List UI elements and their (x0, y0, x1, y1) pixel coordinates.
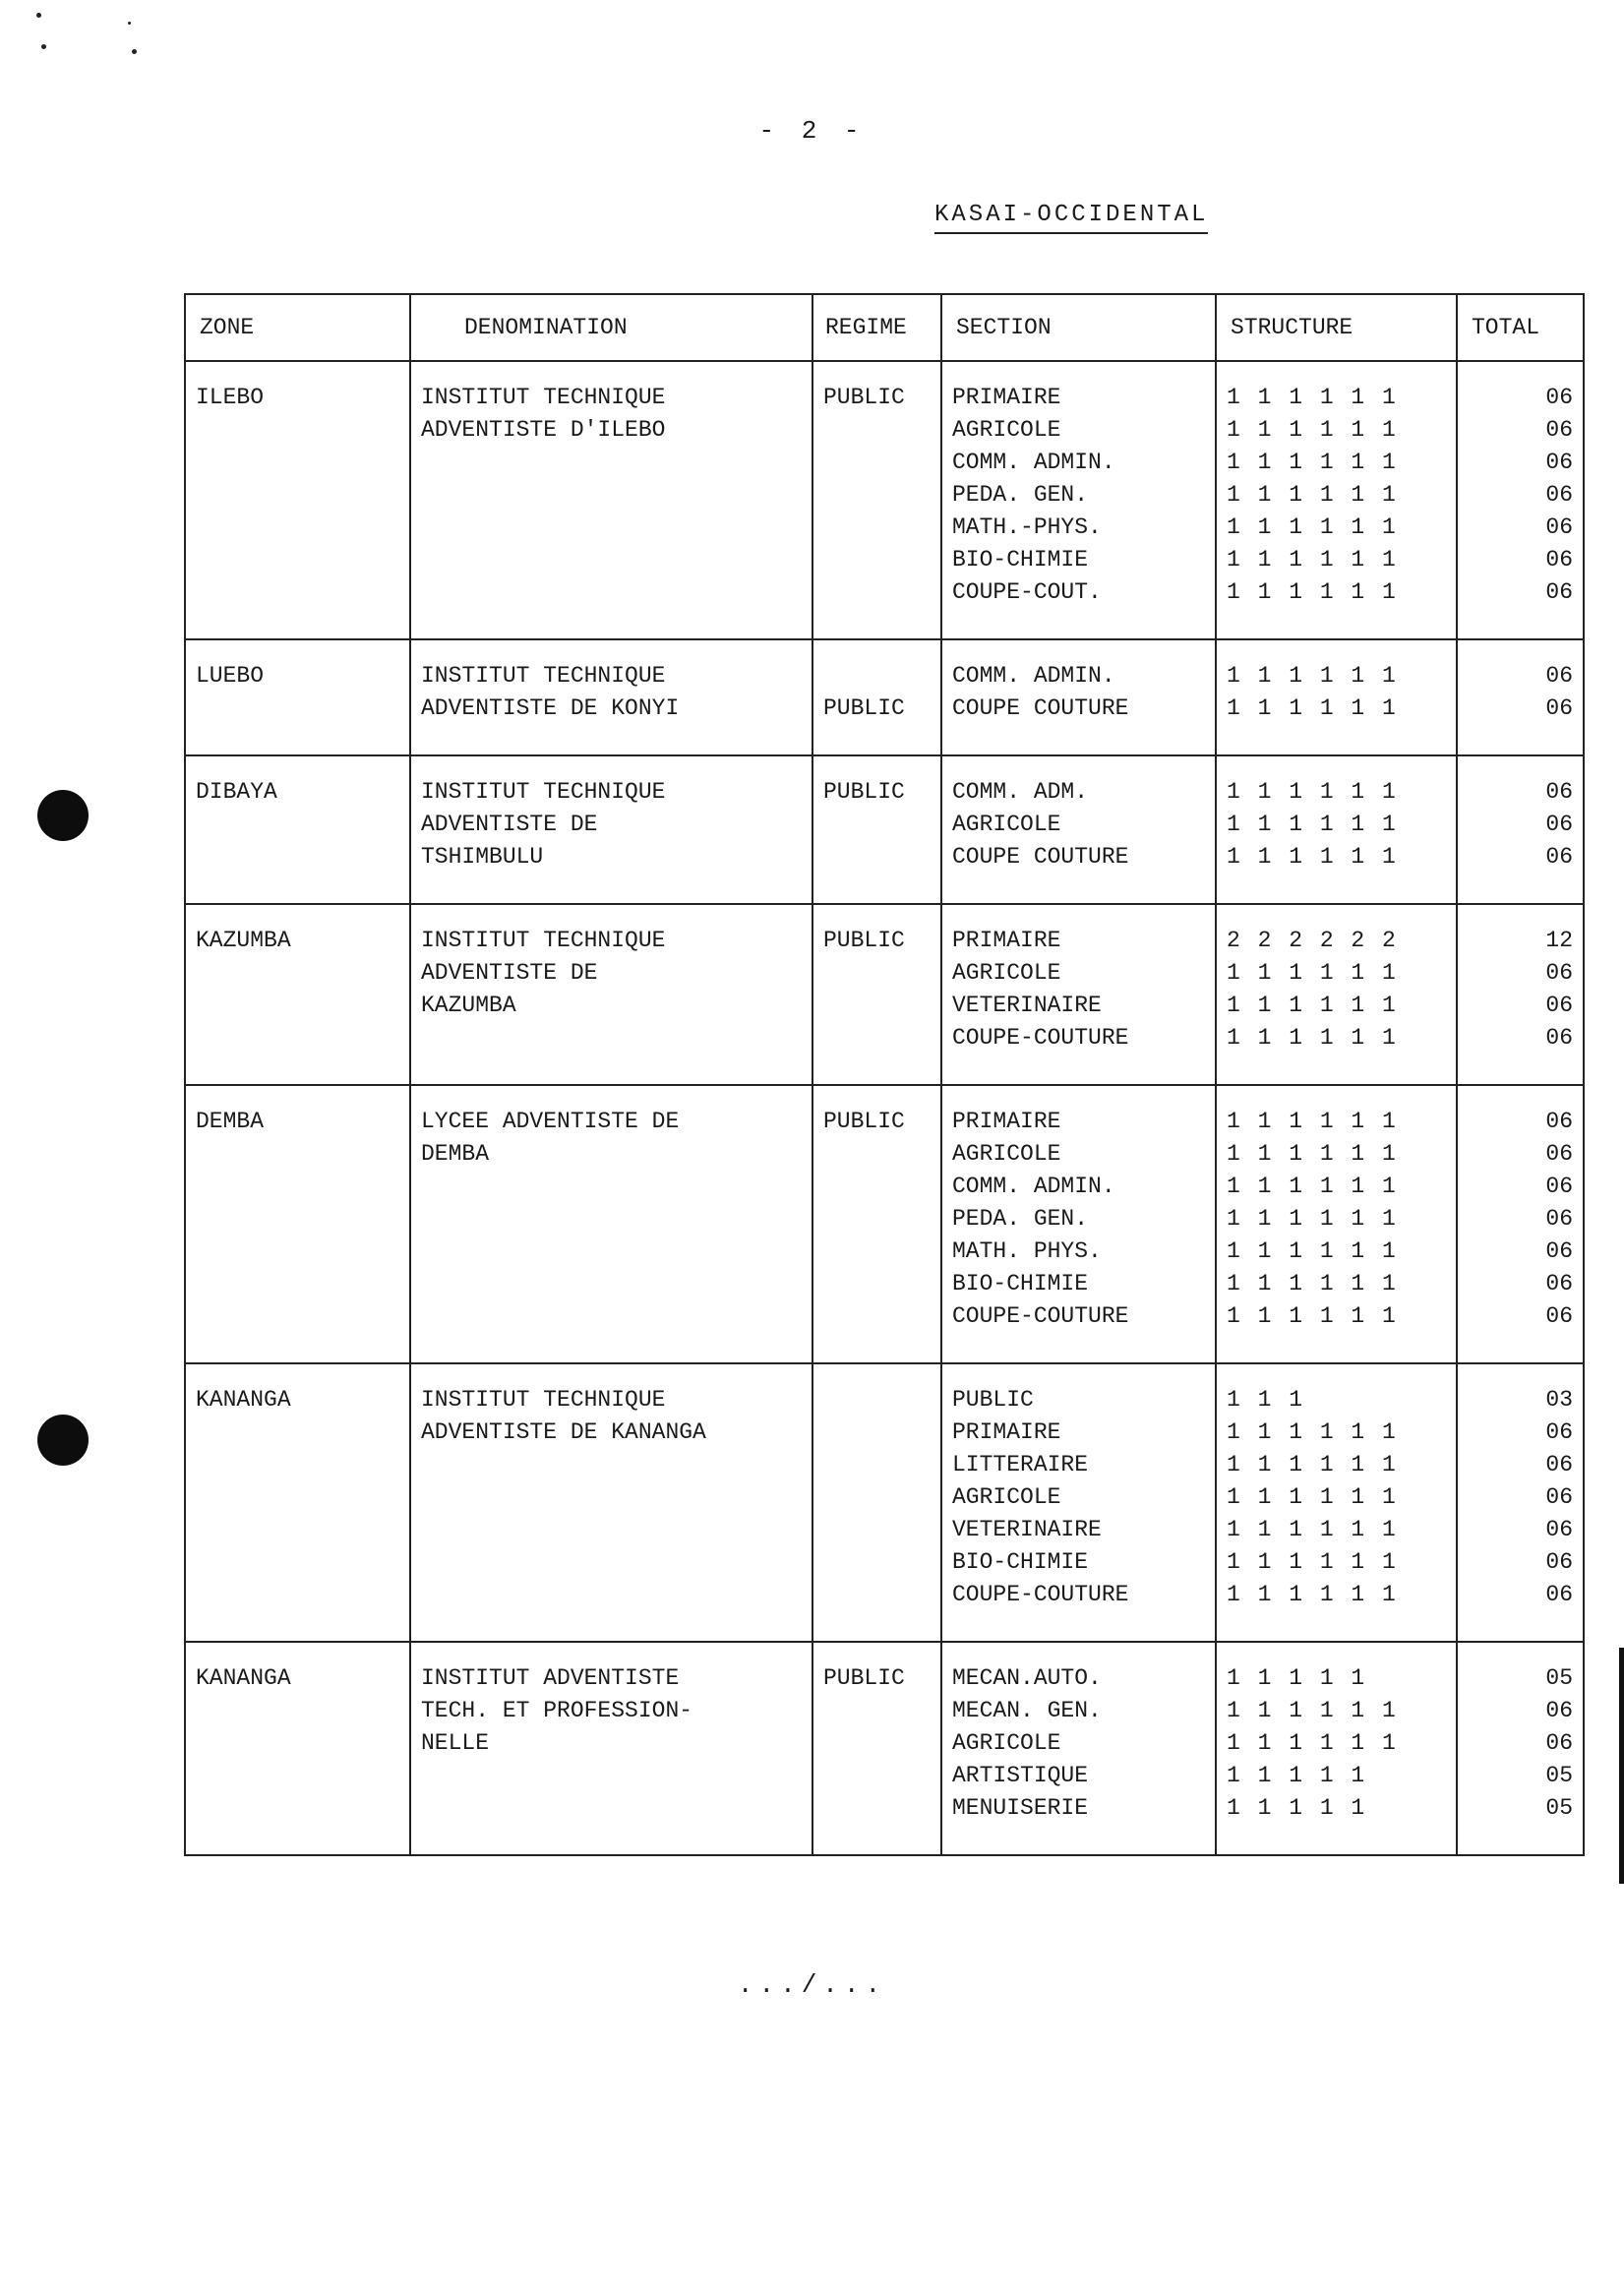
section-cell-line: AGRICOLE (952, 1141, 1061, 1167)
section-cell-line: VETERINAIRE (952, 1517, 1102, 1542)
section-cell-line: PRIMAIRE (952, 1419, 1061, 1445)
regime-cell-line: PUBLIC (823, 1665, 905, 1691)
total-cell-line: 06 (1545, 547, 1573, 572)
table-row (185, 755, 1584, 904)
section-cell-line: COMM. ADMIN. (952, 663, 1115, 689)
structure-cell-line: 1 1 1 1 1 1 (1227, 1484, 1398, 1510)
regime-cell-line (823, 660, 931, 693)
denomination-cell-line: KAZUMBA (421, 993, 516, 1018)
structure-cell (1216, 1642, 1457, 1855)
structure-cell-line: 1 1 1 1 1 1 (1227, 1549, 1398, 1575)
structure-cell-line: 1 1 1 1 1 1 (1227, 695, 1398, 721)
section-cell-line: MENUISERIE (952, 1795, 1089, 1821)
regime-cell-line: PUBLIC (823, 385, 905, 410)
structure-cell-line: 1 1 1 1 1 1 (1227, 1517, 1398, 1542)
total-cell-line: 06 (1545, 1549, 1573, 1575)
page-number: - 2 - (758, 116, 866, 146)
section-cell-line: AGRICOLE (952, 1730, 1061, 1756)
section-cell-line: BIO-CHIMIE (952, 547, 1089, 572)
total-cell-line: 06 (1545, 1452, 1573, 1477)
denomination-cell (410, 1363, 812, 1642)
denomination-cell (410, 904, 812, 1085)
structure-cell-line: 1 1 1 1 1 1 (1227, 1419, 1398, 1445)
structure-cell-line: 1 1 1 1 1 1 (1227, 844, 1398, 870)
section-cell-line: COUPE-COUTURE (952, 1303, 1129, 1329)
structure-cell-line: 1 1 1 1 1 1 (1227, 514, 1398, 540)
structure-cell-line: 1 1 1 (1227, 1387, 1305, 1413)
structure-cell (1216, 904, 1457, 1085)
total-cell-line: 06 (1545, 960, 1573, 986)
structure-cell-line: 1 1 1 1 1 1 (1227, 1206, 1398, 1232)
total-cell (1457, 1085, 1584, 1363)
structure-cell-line: 1 1 1 1 1 1 (1227, 1025, 1398, 1051)
total-cell-line: 03 (1545, 1387, 1573, 1413)
total-cell-line: 06 (1545, 482, 1573, 508)
regime-cell (812, 639, 941, 755)
table-row (185, 361, 1584, 639)
total-cell-line: 06 (1545, 1517, 1573, 1542)
section-cell-line: PRIMAIRE (952, 1109, 1061, 1134)
section-cell-line: LITTERAIRE (952, 1452, 1089, 1477)
denomination-cell-line: INSTITUT TECHNIQUE (421, 663, 666, 689)
total-cell-line: 05 (1545, 1763, 1573, 1788)
denomination-cell-line: INSTITUT ADVENTISTE (421, 1665, 680, 1691)
structure-cell (1216, 1085, 1457, 1363)
structure-cell-line: 1 1 1 1 1 1 (1227, 1730, 1398, 1756)
zone-cell: KAZUMBA (185, 904, 410, 1085)
zone-cell: KANANGA (185, 1642, 410, 1855)
header-denomination: DENOMINATION (410, 294, 812, 361)
total-cell-line: 06 (1545, 812, 1573, 837)
table-row (185, 1363, 1584, 1642)
regime-cell (812, 361, 941, 639)
total-cell-line: 06 (1545, 1271, 1573, 1296)
total-cell-line: 06 (1545, 1484, 1573, 1510)
section-cell-line: ARTISTIQUE (952, 1763, 1089, 1788)
structure-cell-line: 1 1 1 1 1 (1227, 1795, 1367, 1821)
total-cell (1457, 361, 1584, 639)
section-cell-line: MATH.-PHYS. (952, 514, 1102, 540)
section-cell-line: AGRICOLE (952, 960, 1061, 986)
section-cell-line: COUPE COUTURE (952, 695, 1129, 721)
regime-cell (812, 1363, 941, 1642)
section-cell-line: MATH. PHYS. (952, 1238, 1102, 1264)
header-structure: STRUCTURE (1216, 294, 1457, 361)
regime-cell-line: PUBLIC (823, 928, 905, 953)
section-cell-line: COMM. ADM. (952, 779, 1089, 805)
total-cell-line: 06 (1545, 1698, 1573, 1723)
denomination-cell-line: LYCEE ADVENTISTE DE (421, 1109, 680, 1134)
header-section: SECTION (941, 294, 1216, 361)
punch-hole-mark (37, 1415, 89, 1466)
section-cell-line: COUPE COUTURE (952, 844, 1129, 870)
structure-cell-line: 1 1 1 1 1 1 (1227, 993, 1398, 1018)
total-cell-line: 06 (1545, 1206, 1573, 1232)
structure-cell-line: 1 1 1 1 1 1 (1227, 1109, 1398, 1134)
total-cell-line: 06 (1545, 663, 1573, 689)
denomination-cell-line: ADVENTISTE DE (421, 812, 598, 837)
zone-cell: KANANGA (185, 1363, 410, 1642)
structure-cell-line: 1 1 1 1 1 1 (1227, 482, 1398, 508)
table-body (185, 361, 1584, 1855)
total-cell-line: 06 (1545, 579, 1573, 605)
structure-cell-line: 1 1 1 1 1 1 (1227, 1452, 1398, 1477)
total-cell (1457, 1642, 1584, 1855)
header-total: TOTAL (1457, 294, 1584, 361)
denomination-cell (410, 755, 812, 904)
section-cell-line: BIO-CHIMIE (952, 1271, 1089, 1296)
structure-cell-line: 1 1 1 1 1 1 (1227, 1174, 1398, 1199)
table-row (185, 639, 1584, 755)
region-title: KASAI-OCCIDENTAL (934, 202, 1208, 234)
regime-cell-line: PUBLIC (823, 779, 905, 805)
scan-speck (36, 13, 41, 18)
total-cell-line: 06 (1545, 1238, 1573, 1264)
regime-cell (812, 1085, 941, 1363)
structure-cell-line: 2 2 2 2 2 2 (1227, 928, 1398, 953)
section-cell-line: AGRICOLE (952, 1484, 1061, 1510)
structure-cell-line: 1 1 1 1 1 1 (1227, 417, 1398, 443)
header-zone: ZONE (185, 294, 410, 361)
total-cell-line: 06 (1545, 1730, 1573, 1756)
structure-cell-line: 1 1 1 1 1 1 (1227, 385, 1398, 410)
structure-cell-line: 1 1 1 1 1 1 (1227, 579, 1398, 605)
section-cell-line: PEDA. GEN. (952, 1206, 1089, 1232)
denomination-cell (410, 1085, 812, 1363)
zone-cell: ILEBO (185, 361, 410, 639)
section-cell (941, 361, 1216, 639)
section-cell-line: MECAN.AUTO. (952, 1665, 1102, 1691)
structure-cell-line: 1 1 1 1 1 1 (1227, 547, 1398, 572)
structure-cell-line: 1 1 1 1 1 1 (1227, 812, 1398, 837)
structure-cell-line: 1 1 1 1 1 1 (1227, 450, 1398, 475)
structure-cell (1216, 1363, 1457, 1642)
total-cell-line: 06 (1545, 1174, 1573, 1199)
table-row (185, 904, 1584, 1085)
section-cell (941, 1085, 1216, 1363)
structure-cell (1216, 755, 1457, 904)
section-cell-line: COMM. ADMIN. (952, 1174, 1115, 1199)
denomination-cell (410, 639, 812, 755)
denomination-cell-line: ADVENTISTE DE KANANGA (421, 1419, 706, 1445)
structure-cell (1216, 639, 1457, 755)
section-cell-line: PUBLIC (952, 1387, 1034, 1413)
total-cell-line: 06 (1545, 695, 1573, 721)
section-cell-line: MECAN. GEN. (952, 1698, 1102, 1723)
total-cell-line: 06 (1545, 417, 1573, 443)
total-cell-line: 06 (1545, 844, 1573, 870)
section-cell (941, 1363, 1216, 1642)
structure-cell-line: 1 1 1 1 1 1 (1227, 779, 1398, 805)
structure-cell-line: 1 1 1 1 1 1 (1227, 663, 1398, 689)
denomination-cell-line: DEMBA (421, 1141, 490, 1167)
denomination-cell-line: INSTITUT TECHNIQUE (421, 1387, 666, 1413)
total-cell-line: 06 (1545, 385, 1573, 410)
total-cell-line: 12 (1545, 928, 1573, 953)
punch-hole-mark (37, 790, 89, 841)
denomination-cell-line: ADVENTISTE DE (421, 960, 598, 986)
total-cell-line: 06 (1545, 1419, 1573, 1445)
table-header-row (185, 294, 1584, 361)
total-cell-line: 06 (1545, 1109, 1573, 1134)
structure-cell-line: 1 1 1 1 1 1 (1227, 1303, 1398, 1329)
section-cell (941, 639, 1216, 755)
structure-cell-line: 1 1 1 1 1 1 (1227, 960, 1398, 986)
total-cell-line: 06 (1545, 1141, 1573, 1167)
scan-speck (132, 49, 137, 54)
denomination-cell-line: TECH. ET PROFESSION- (421, 1698, 693, 1723)
denomination-cell-line: INSTITUT TECHNIQUE (421, 385, 666, 410)
denomination-cell (410, 1642, 812, 1855)
section-cell-line: BIO-CHIMIE (952, 1549, 1089, 1575)
total-cell-line: 06 (1545, 1025, 1573, 1051)
denomination-cell-line: TSHIMBULU (421, 844, 544, 870)
structure-cell-line: 1 1 1 1 1 1 (1227, 1582, 1398, 1607)
total-cell-line: 05 (1545, 1795, 1573, 1821)
section-cell-line: AGRICOLE (952, 417, 1061, 443)
scan-edge-mark (1619, 1648, 1624, 1884)
denomination-cell-line: INSTITUT TECHNIQUE (421, 779, 666, 805)
total-cell-line: 06 (1545, 993, 1573, 1018)
section-cell-line: PEDA. GEN. (952, 482, 1089, 508)
section-cell-line: PRIMAIRE (952, 385, 1061, 410)
zone-cell: DIBAYA (185, 755, 410, 904)
structure-cell-line: 1 1 1 1 1 1 (1227, 1238, 1398, 1264)
section-cell (941, 755, 1216, 904)
regime-cell (812, 904, 941, 1085)
total-cell-line: 06 (1545, 1303, 1573, 1329)
section-cell-line: COUPE-COUTURE (952, 1025, 1129, 1051)
scan-speck (128, 22, 131, 25)
section-cell-line: COMM. ADMIN. (952, 450, 1115, 475)
regime-cell-line: PUBLIC (823, 695, 905, 721)
total-cell (1457, 755, 1584, 904)
schools-table (184, 293, 1585, 1856)
total-cell (1457, 639, 1584, 755)
denomination-cell-line: ADVENTISTE D'ILEBO (421, 417, 666, 443)
structure-cell-line: 1 1 1 1 1 1 (1227, 1141, 1398, 1167)
section-cell (941, 904, 1216, 1085)
structure-cell-line: 1 1 1 1 1 1 (1227, 1698, 1398, 1723)
denomination-cell-line: INSTITUT TECHNIQUE (421, 928, 666, 953)
total-cell-line: 06 (1545, 514, 1573, 540)
total-cell (1457, 1363, 1584, 1642)
total-cell-line: 06 (1545, 450, 1573, 475)
zone-cell: LUEBO (185, 639, 410, 755)
total-cell-line: 06 (1545, 779, 1573, 805)
total-cell (1457, 904, 1584, 1085)
regime-cell-line: PUBLIC (823, 1109, 905, 1134)
section-cell-line: VETERINAIRE (952, 993, 1102, 1018)
table-row (185, 1085, 1584, 1363)
table-row (185, 1642, 1584, 1855)
denomination-cell (410, 361, 812, 639)
total-cell-line: 05 (1545, 1665, 1573, 1691)
regime-cell (812, 1642, 941, 1855)
section-cell (941, 1642, 1216, 1855)
section-cell-line: COUPE-COUTURE (952, 1582, 1129, 1607)
structure-cell-line: 1 1 1 1 1 (1227, 1665, 1367, 1691)
structure-cell-line: 1 1 1 1 1 (1227, 1763, 1367, 1788)
structure-cell (1216, 361, 1457, 639)
regime-cell (812, 755, 941, 904)
continuation-marker: .../... (737, 1970, 887, 2000)
denomination-cell-line: ADVENTISTE DE KONYI (421, 695, 680, 721)
scan-speck (41, 44, 46, 49)
structure-cell-line: 1 1 1 1 1 1 (1227, 1271, 1398, 1296)
denomination-cell-line: NELLE (421, 1730, 490, 1756)
header-regime: REGIME (812, 294, 941, 361)
section-cell-line: AGRICOLE (952, 812, 1061, 837)
section-cell-line: COUPE-COUT. (952, 579, 1102, 605)
section-cell-line: PRIMAIRE (952, 928, 1061, 953)
zone-cell: DEMBA (185, 1085, 410, 1363)
total-cell-line: 06 (1545, 1582, 1573, 1607)
